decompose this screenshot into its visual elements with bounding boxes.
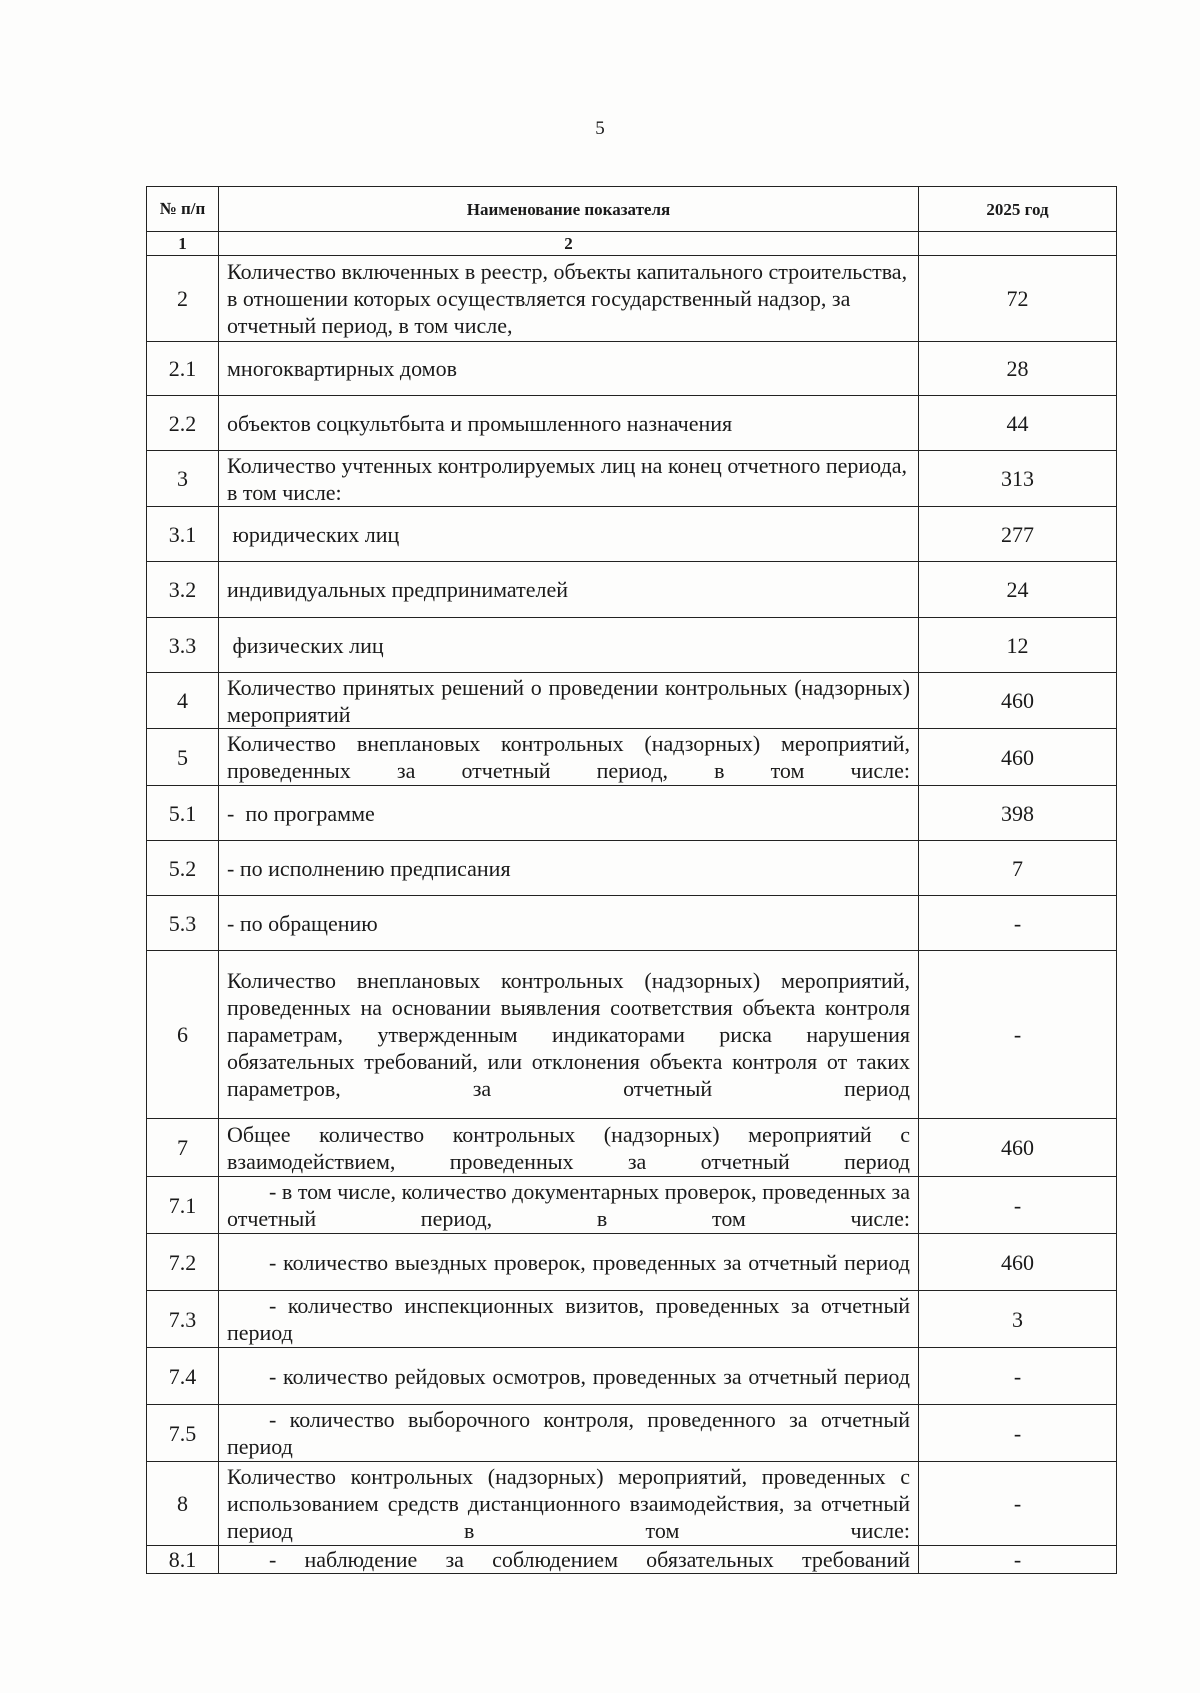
row-name: - по программе [219, 786, 919, 841]
row-value: 460 [919, 1119, 1117, 1177]
row-name: - по обращению [219, 896, 919, 951]
table-row [147, 618, 1117, 673]
table-row [147, 673, 1117, 729]
row-value: 12 [919, 618, 1117, 673]
table-row [147, 1234, 1117, 1291]
table-row [147, 451, 1117, 507]
row-name: Количество контрольных (надзорных) мероприятий, проведенных с использованием средств дистанционного взаимодействия, за отчетный период в том числе: [219, 1462, 919, 1546]
indicators-table [146, 186, 1117, 1574]
row-value: 277 [919, 507, 1117, 562]
row-name: физических лиц [219, 618, 919, 673]
row-name: - наблюдение за соблюдением обязательных требований [219, 1546, 919, 1574]
row-value: - [919, 896, 1117, 951]
row-name: многоквартирных домов [219, 342, 919, 396]
header-name: Наименование показателя [219, 187, 919, 232]
table-row [147, 562, 1117, 618]
table-header-row [147, 187, 1117, 232]
table-row [147, 507, 1117, 562]
row-number: 7 [147, 1119, 219, 1177]
row-name: объектов соцкультбыта и промышленного назначения [219, 396, 919, 451]
row-number: 8 [147, 1462, 219, 1546]
row-value: 398 [919, 786, 1117, 841]
row-name: Количество внеплановых контрольных (надзорных) мероприятий, проведенных за отчетный период, в том числе: [219, 729, 919, 786]
table-row [147, 396, 1117, 451]
row-number: 3.2 [147, 562, 219, 618]
row-value: 44 [919, 396, 1117, 451]
row-value: 3 [919, 1291, 1117, 1348]
table-row [147, 256, 1117, 342]
row-number: 5.3 [147, 896, 219, 951]
row-number: 2 [147, 256, 219, 342]
row-value: - [919, 1177, 1117, 1234]
table-row [147, 1119, 1117, 1177]
row-value: - [919, 1405, 1117, 1462]
row-name: - по исполнению предписания [219, 841, 919, 896]
table-row [147, 1405, 1117, 1462]
row-number: 5 [147, 729, 219, 786]
table-row [147, 896, 1117, 951]
row-value: - [919, 1546, 1117, 1574]
row-number: 2.1 [147, 342, 219, 396]
row-number: 5.2 [147, 841, 219, 896]
row-number: 7.5 [147, 1405, 219, 1462]
table-row [147, 1462, 1117, 1546]
row-name: Общее количество контрольных (надзорных) мероприятий с взаимодействием, проведенных за отчетный период [219, 1119, 919, 1177]
row-name: Количество внеплановых контрольных (надзорных) мероприятий, проведенных на основании выявления соответствия объекта контроля параметрам, утвержденным индикаторами риска нарушения обязательных требований, или отклонения объекта контроля от таких параметров, за отчетный период [219, 951, 919, 1119]
row-name: Количество включенных в реестр, объекты капитального строительства, в отношении которых осуществляется государственный надзор, за отчетный период, в том числе, [219, 256, 919, 342]
table-row [147, 1291, 1117, 1348]
table-row [147, 1177, 1117, 1234]
row-value: 460 [919, 1234, 1117, 1291]
row-name: - количество выборочного контроля, проведенного за отчетный период [219, 1405, 919, 1462]
row-number: 8.1 [147, 1546, 219, 1574]
row-name: - количество выездных проверок, проведенных за отчетный период [219, 1234, 919, 1291]
row-value: - [919, 1348, 1117, 1405]
row-number: 4 [147, 673, 219, 729]
row-name: - количество инспекционных визитов, проведенных за отчетный период [219, 1291, 919, 1348]
row-name: - количество рейдовых осмотров, проведенных за отчетный период [219, 1348, 919, 1405]
column-number [919, 232, 1117, 256]
row-number: 7.3 [147, 1291, 219, 1348]
header-num: № п/п [147, 187, 219, 232]
row-name: Количество принятых решений о проведении контрольных (надзорных) мероприятий [219, 673, 919, 729]
table-row [147, 729, 1117, 786]
row-number: 7.4 [147, 1348, 219, 1405]
row-value: 460 [919, 729, 1117, 786]
column-numbers-row [147, 232, 1117, 256]
column-number: 1 [147, 232, 219, 256]
table-row [147, 342, 1117, 396]
table-row [147, 951, 1117, 1119]
row-value: 313 [919, 451, 1117, 507]
row-value: 7 [919, 841, 1117, 896]
row-number: 2.2 [147, 396, 219, 451]
row-name: - в том числе, количество документарных проверок, проведенных за отчетный период, в том числе: [219, 1177, 919, 1234]
row-name: юридических лиц [219, 507, 919, 562]
row-value: 460 [919, 673, 1117, 729]
column-number: 2 [219, 232, 919, 256]
row-value: 24 [919, 562, 1117, 618]
row-number: 6 [147, 951, 219, 1119]
row-value: 28 [919, 342, 1117, 396]
header-year: 2025 год [919, 187, 1117, 232]
table-row [147, 841, 1117, 896]
row-value: - [919, 951, 1117, 1119]
row-name: Количество учтенных контролируемых лиц на конец отчетного периода, в том числе: [219, 451, 919, 507]
table-row [147, 786, 1117, 841]
row-number: 3 [147, 451, 219, 507]
row-value: - [919, 1462, 1117, 1546]
row-number: 3.3 [147, 618, 219, 673]
table-row [147, 1546, 1117, 1574]
row-value: 72 [919, 256, 1117, 342]
page-number: 5 [595, 118, 605, 139]
row-number: 7.1 [147, 1177, 219, 1234]
table-row [147, 1348, 1117, 1405]
row-number: 5.1 [147, 786, 219, 841]
row-number: 7.2 [147, 1234, 219, 1291]
row-name: индивидуальных предпринимателей [219, 562, 919, 618]
row-number: 3.1 [147, 507, 219, 562]
